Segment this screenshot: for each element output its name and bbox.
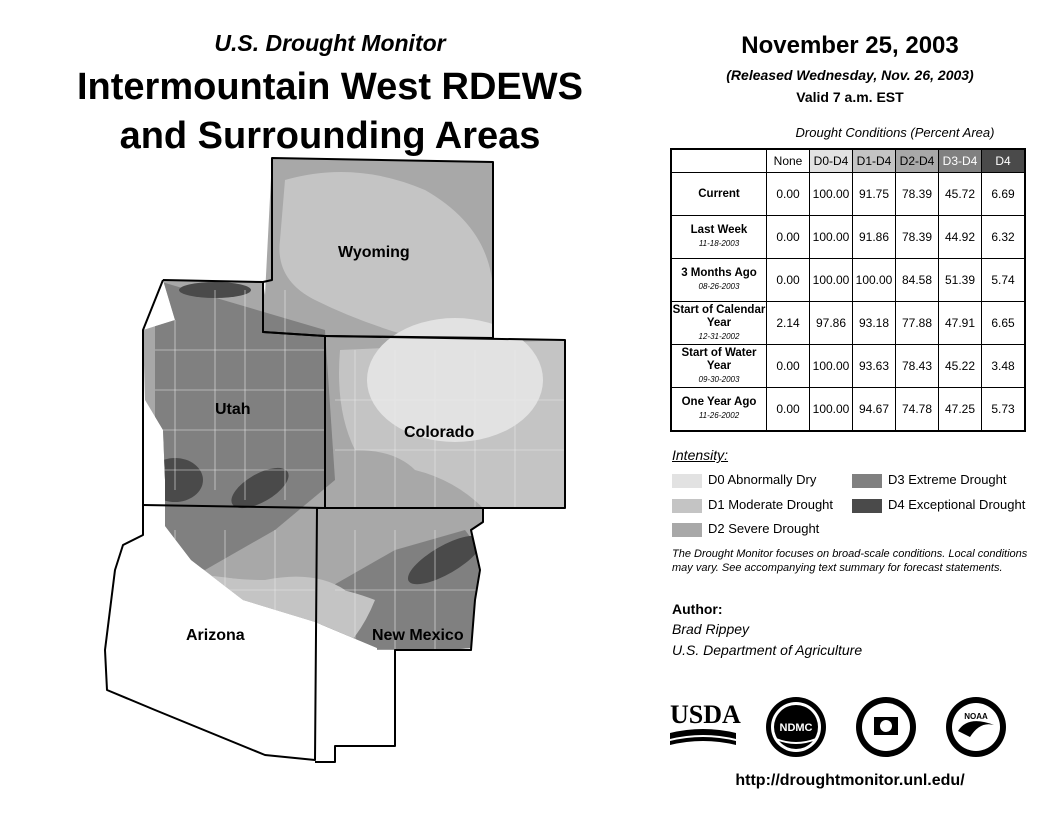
table-cell: 97.86: [810, 302, 853, 345]
col-d0-d4: D0-D4: [810, 149, 853, 173]
state-label-arizona: Arizona: [186, 627, 245, 644]
table-cell: 6.65: [982, 302, 1026, 345]
table-cell: 6.69: [982, 173, 1026, 216]
table-cell: 78.39: [896, 173, 939, 216]
table-cell: 47.91: [939, 302, 982, 345]
table-cell: 91.75: [853, 173, 896, 216]
row-label-date: 08-26-2003: [698, 282, 740, 291]
svg-text:NOAA: NOAA: [964, 712, 988, 721]
legend-swatch-d4: [852, 499, 882, 513]
svg-text:USDA: USDA: [670, 700, 741, 729]
row-label-date: 09-30-2003: [698, 374, 740, 384]
table-cell: 5.74: [982, 259, 1026, 302]
legend-item-d2: [672, 521, 819, 537]
legend-label-d1: D1 Moderate Drought: [708, 497, 834, 512]
table-cell: 0.00: [767, 345, 810, 388]
table-cell: 100.00: [810, 173, 853, 216]
disclaimer-note: The Drought Monitor focuses on broad-scale conditions. Local conditions may vary. See accompanying text summary for forecast statements.: [672, 548, 1028, 574]
legend-swatch-d2: [672, 523, 702, 537]
table-cell: 45.22: [939, 345, 982, 388]
row-label: [671, 259, 767, 302]
row-label: [671, 345, 767, 388]
row-label-text: Start of Water Year: [681, 346, 757, 372]
row-label-text: Current: [698, 187, 740, 200]
table-cell: 0.00: [767, 388, 810, 432]
table-cell: 78.43: [896, 345, 939, 388]
table-cell: 45.72: [939, 173, 982, 216]
agency-logos: [668, 695, 1018, 765]
table-cell: 100.00: [810, 259, 853, 302]
table-cell: 2.14: [767, 302, 810, 345]
row-label-date: 11-18-2003: [698, 239, 740, 248]
row-label: [671, 388, 767, 432]
legend-swatch-d0: [672, 474, 702, 488]
table-row: [671, 302, 1025, 345]
table-cell: 0.00: [767, 216, 810, 259]
row-label: [671, 216, 767, 259]
table-cell: 94.67: [853, 388, 896, 432]
table-cell: 78.39: [896, 216, 939, 259]
col-d1-d4: D1-D4: [853, 149, 896, 173]
legend-item-d1: [672, 497, 833, 513]
col-none: None: [767, 149, 810, 173]
legend-item-d4: [852, 497, 1025, 513]
table-row: [671, 259, 1025, 302]
table-cell: 47.25: [939, 388, 982, 432]
doc-seal-logo: [856, 697, 916, 757]
table-cell: 100.00: [810, 216, 853, 259]
table-row: [671, 216, 1025, 259]
col-d2-d4: D2-D4: [896, 149, 939, 173]
legend-item-d0: [672, 472, 816, 488]
row-label-text: Start of Calendar Year: [672, 303, 766, 329]
drought-map: [95, 150, 575, 770]
row-label: [671, 173, 767, 216]
table-cell: 5.73: [982, 388, 1026, 432]
col-d4: D4: [982, 149, 1026, 173]
table-row: [671, 173, 1025, 216]
map-date: November 25, 2003: [741, 32, 959, 59]
row-label-text: One Year Ago: [681, 396, 757, 408]
usda-logo: [670, 700, 741, 745]
table-cell: 77.88: [896, 302, 939, 345]
table-cell: 3.48: [982, 345, 1026, 388]
table-cell: 0.00: [767, 259, 810, 302]
legend-item-d3: [852, 472, 1007, 488]
state-label-colorado: Colorado: [404, 424, 475, 441]
table-cell: 74.78: [896, 388, 939, 432]
map-title-line1: Intermountain West RDEWS: [77, 66, 583, 108]
website-url[interactable]: http://droughtmonitor.unl.edu/: [735, 772, 965, 789]
col-d3-d4: D3-D4: [939, 149, 982, 173]
table-cell: 0.00: [767, 173, 810, 216]
map-title-line2: and Surrounding Areas: [119, 115, 541, 157]
state-label-wyoming: Wyoming: [338, 244, 410, 261]
table-row: [671, 345, 1025, 388]
legend-label-d4: D4 Exceptional Drought: [888, 497, 1026, 512]
legend-label-d2: D2 Severe Drought: [708, 521, 820, 536]
valid-time: Valid 7 a.m. EST: [796, 89, 904, 105]
state-label-utah: Utah: [215, 401, 251, 418]
legend-swatch-d3: [852, 474, 882, 488]
map-subtitle: U.S. Drought Monitor: [214, 30, 446, 56]
row-label-text: Last Week: [690, 224, 748, 236]
noaa-logo: [946, 697, 1006, 757]
drought-conditions-table: [670, 148, 1026, 432]
legend-title: Intensity:: [672, 447, 729, 463]
table-row: [671, 388, 1025, 432]
legend-swatch-d1: [672, 499, 702, 513]
table-title: Drought Conditions (Percent Area): [795, 125, 995, 140]
state-label-new-mexico: New Mexico: [372, 627, 464, 644]
row-label-text: 3 Months Ago: [681, 267, 757, 279]
table-cell: 100.00: [810, 388, 853, 432]
author-name: Brad Rippey: [672, 621, 750, 637]
d0-area-arizona: [115, 660, 295, 760]
table-cell: 51.39: [939, 259, 982, 302]
d4-area-4: [310, 697, 390, 753]
table-cell: 44.92: [939, 216, 982, 259]
legend-label-d0: D0 Abnormally Dry: [708, 472, 817, 487]
table-cell: 6.32: [982, 216, 1026, 259]
row-label-date: 11-26-2002: [698, 411, 740, 420]
table-cell: 93.63: [853, 345, 896, 388]
table-header-row: [671, 149, 1025, 173]
table-cell: 91.86: [853, 216, 896, 259]
svg-text:NDMC: NDMC: [779, 722, 813, 734]
table-cell: 100.00: [853, 259, 896, 302]
author-label: Author:: [672, 601, 723, 617]
author-org: U.S. Department of Agriculture: [672, 642, 863, 658]
ndmc-logo: [766, 697, 826, 757]
table-cell: 84.58: [896, 259, 939, 302]
legend-label-d3: D3 Extreme Drought: [888, 472, 1007, 487]
row-label: [671, 302, 767, 345]
table-cell: 100.00: [810, 345, 853, 388]
row-label-date: 12-31-2002: [698, 331, 740, 341]
release-date: (Released Wednesday, Nov. 26, 2003): [726, 67, 974, 83]
table-cell: 93.18: [853, 302, 896, 345]
